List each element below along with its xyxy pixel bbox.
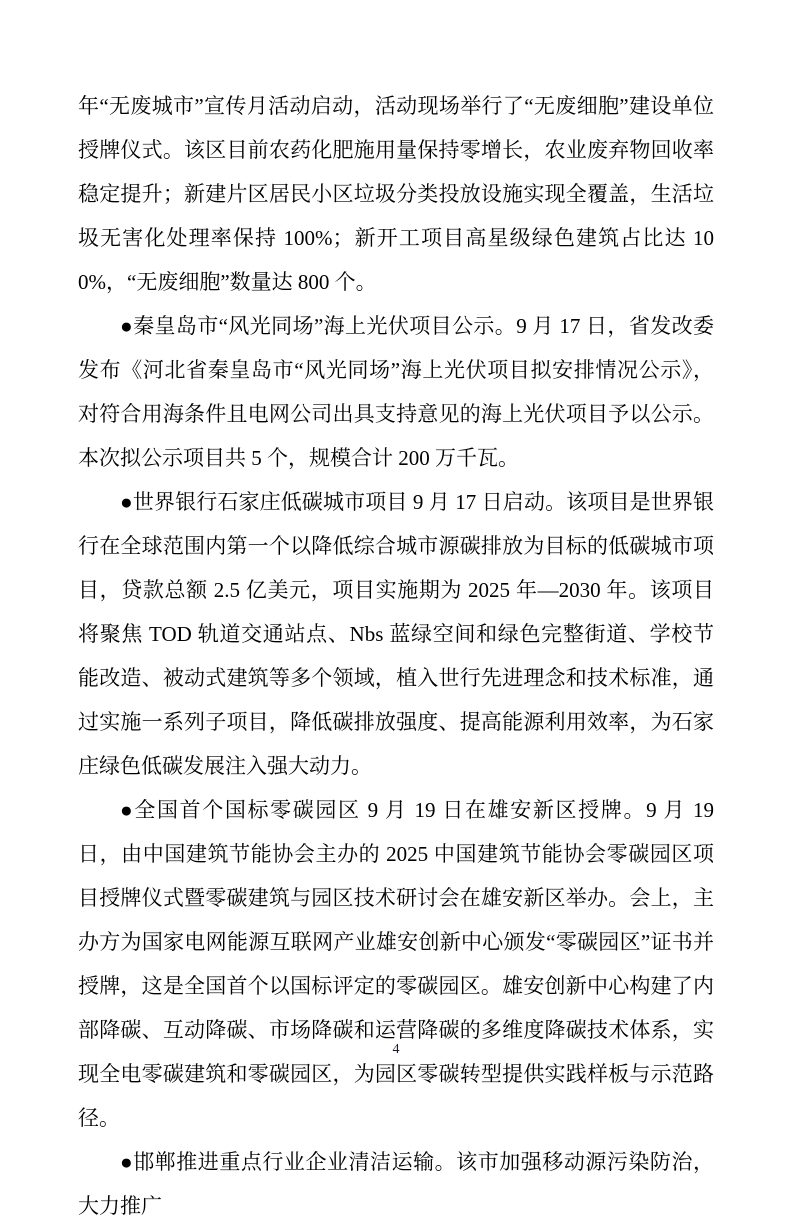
- page-number: 4: [392, 1042, 400, 1057]
- paragraph-xiongan-zero-carbon-park: ●全国首个国标零碳园区 9 月 19 日在雄安新区授牌。9 月 19 日，由中国建筑节能协会主办的 2025 中国建筑节能协会零碳园区项目授牌仪式暨零碳建筑与园区技术研讨会在雄安新区举办。会上，主办方为国家电网能源互联网产业雄安创新中心颁发“零碳园区”证书并授牌，这是全国首个以国标评定的零碳园区。雄安创新中心构建了内部降碳、互动降碳、市场降碳和运营降碳的多维度降碳技术体系，实现全电零碳建筑和零碳园区，为园区零碳转型提供实践样板与示范路径。: [78, 798, 714, 1130]
- paragraph-continuation-wuguangchengshi: 年“无废城市”宣传月活动启动，活动现场举行了“无废细胞”建设单位授牌仪式。该区目前农药化肥施用量保持零增长，农业废弃物回收率稳定提升；新建片区居民小区垃圾分类投放设施实现全覆盖，生活垃圾无害化处理率保持 100%；新开工项目高星级绿色建筑占比达 100%，“无废细胞”数量达 800 个。: [78, 94, 714, 294]
- paragraph-qinhuangdao-offshore-pv: ●秦皇岛市“风光同场”海上光伏项目公示。9 月 17 日，省发改委发布《河北省秦皇岛市“风光同场”海上光伏项目拟安排情况公示》，对符合用海条件且电网公司出具支持意见的海上光伏项目予以公示。本次拟公示项目共 5 个，规模合计 200 万千瓦。: [78, 314, 714, 470]
- paragraph-handan-clean-transport: ●邯郸推进重点行业企业清洁运输。该市加强移动源污染防治，大力推广: [78, 1150, 714, 1218]
- paragraph-worldbank-shijiazhuang-lowcarbon: ●世界银行石家庄低碳城市项目 9 月 17 日启动。该项目是世界银行在全球范围内第一个以降低综合城市源碳排放为目标的低碳城市项目，贷款总额 2.5 亿美元，项目实施期为 2025 年—2030 年。该项目将聚焦 TOD 轨道交通站点、Nbs 蓝绿空间和绿色完整街道、学校节能改造、被动式建筑等多个领域，植入世行先进理念和技术标准，通过实施一系列子项目，降低碳排放强度、提高能源利用效率，为石家庄绿色低碳发展注入强大动力。: [78, 490, 714, 778]
